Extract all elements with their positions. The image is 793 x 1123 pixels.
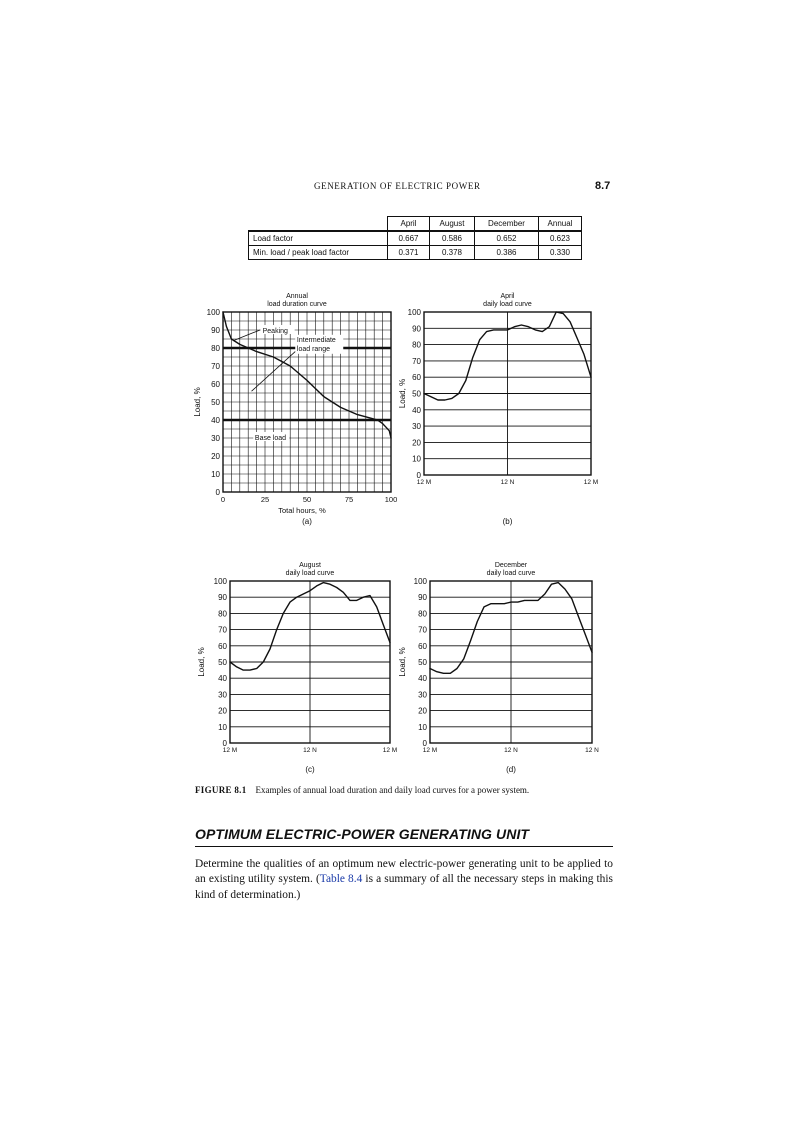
y-tick-label: 100: [413, 577, 427, 586]
y-tick-label: 0: [215, 488, 220, 497]
y-axis-label: Load, %: [398, 378, 407, 409]
chart-title: April: [500, 293, 515, 300]
y-tick-label: 100: [407, 308, 421, 317]
annotation-base-load: Base load: [254, 435, 287, 442]
table-cell: 0.667: [388, 231, 430, 246]
table-reference-link[interactable]: Table 8.4: [319, 873, 363, 886]
figure-label: FIGURE 8.1: [195, 785, 247, 795]
x-tick-label: 100: [384, 495, 398, 504]
annotation-intermediate: load range: [296, 345, 331, 353]
chart-title: load duration curve: [267, 301, 327, 308]
y-tick-label: 0: [422, 739, 427, 748]
y-tick-label: 10: [211, 470, 220, 479]
y-tick-label: 70: [412, 356, 421, 366]
y-tick-label: 100: [206, 308, 220, 317]
y-tick-label: 10: [218, 722, 227, 732]
y-tick-label: 70: [218, 625, 227, 635]
table-row-label: Min. load / peak load factor: [249, 246, 388, 260]
y-tick-label: 0: [416, 471, 421, 480]
y-tick-label: 40: [211, 416, 220, 425]
table-col-header: April: [388, 217, 430, 232]
y-tick-label: 80: [218, 609, 227, 619]
x-tick-label: 12 M: [382, 747, 398, 754]
y-tick-label: 20: [412, 438, 421, 448]
page-number: 8.7: [595, 180, 611, 192]
paragraph-text: is a summary of all the necessary steps in making this kind of determination.): [195, 873, 613, 901]
y-tick-label: 10: [418, 722, 427, 732]
y-tick-label: 60: [218, 641, 227, 651]
y-tick-label: 70: [211, 362, 220, 371]
y-tick-label: 30: [418, 690, 427, 700]
table-col-header: Annual: [539, 217, 582, 232]
x-axis-label: Total hours, %: [278, 506, 326, 515]
x-tick-label: 12 N: [500, 479, 515, 486]
section-title: OPTIMUM ELECTRIC-POWER GENERATING UNIT: [195, 826, 530, 842]
annotation-intermediate: Intermediate: [296, 336, 336, 344]
table-row-label: Load factor: [249, 231, 388, 246]
chart-title: August: [299, 562, 321, 569]
section-rule: [195, 846, 613, 847]
x-tick-label: 12 N: [504, 747, 518, 754]
y-tick-label: 40: [412, 405, 421, 415]
table-cell: 0.586: [430, 231, 475, 246]
y-axis-label: Load, %: [398, 647, 407, 677]
table-cell: 0.623: [539, 231, 582, 246]
y-tick-label: 20: [218, 706, 227, 716]
panel-label: (d): [506, 765, 516, 774]
chart-title: daily load curve: [483, 301, 532, 308]
y-tick-label: 90: [218, 593, 227, 603]
y-tick-label: 80: [211, 344, 220, 353]
x-tick-label: 50: [302, 495, 312, 504]
y-tick-label: 90: [412, 324, 421, 334]
y-tick-label: 80: [418, 609, 427, 619]
y-tick-label: 60: [211, 380, 220, 389]
table-col-header: December: [475, 217, 539, 232]
y-axis-label: Load, %: [193, 387, 202, 417]
chart-title: daily load curve: [285, 570, 335, 577]
x-tick-label: 12 M: [422, 747, 438, 754]
figure-caption-text: Examples of annual load duration and daily load curves for a power system.: [255, 785, 530, 795]
x-tick-label: 12 N: [585, 747, 599, 754]
y-tick-label: 40: [418, 674, 427, 684]
chart-title: daily load curve: [486, 570, 536, 577]
panel-label: (b): [502, 517, 513, 526]
y-tick-label: 20: [211, 452, 220, 461]
y-tick-label: 50: [412, 389, 421, 399]
table-cell: 0.652: [475, 231, 539, 246]
y-tick-label: 30: [412, 422, 421, 432]
y-tick-label: 10: [412, 454, 421, 464]
y-tick-label: 50: [218, 658, 227, 667]
figure-caption: [195, 785, 529, 795]
x-tick-label: 0: [220, 495, 226, 504]
paragraph-text: Determine the qualities of an optimum new electric-power generating unit to be applied to an existing utility system. (: [195, 858, 613, 886]
y-tick-label: 50: [211, 398, 220, 407]
panel-label: (c): [305, 765, 315, 774]
x-tick-label: 12 N: [303, 747, 317, 754]
table-cell: 0.386: [475, 246, 539, 260]
x-tick-label: 25: [260, 495, 270, 504]
y-tick-label: 40: [218, 674, 227, 684]
y-tick-label: 20: [418, 706, 427, 716]
y-tick-label: 90: [211, 326, 220, 335]
x-tick-label: 12 M: [416, 479, 432, 486]
annotation-peaking: Peaking: [262, 328, 288, 335]
y-tick-label: 90: [418, 593, 427, 603]
table-col-header: August: [430, 217, 475, 232]
table-cell: 0.371: [388, 246, 430, 260]
y-tick-label: 70: [418, 625, 427, 635]
y-tick-label: 100: [213, 577, 227, 586]
x-tick-label: 12 M: [583, 479, 599, 486]
y-tick-label: 30: [218, 690, 227, 700]
y-tick-label: 30: [211, 434, 220, 443]
y-tick-label: 60: [412, 373, 421, 383]
panel-label: (a): [302, 517, 312, 526]
y-tick-label: 50: [418, 658, 427, 667]
body-paragraph: [195, 857, 613, 903]
x-tick-label: 75: [344, 495, 354, 504]
table-cell: 0.378: [430, 246, 475, 260]
chart-title: Annual: [286, 293, 308, 300]
y-axis-label: Load, %: [197, 647, 206, 677]
running-header: GENERATION OF ELECTRIC POWER: [314, 181, 481, 191]
y-tick-label: 80: [412, 340, 421, 350]
table-cell: 0.330: [539, 246, 582, 260]
x-tick-label: 12 M: [222, 747, 238, 754]
chart-title: December: [494, 562, 528, 569]
y-tick-label: 0: [222, 739, 227, 748]
y-tick-label: 60: [418, 641, 427, 651]
